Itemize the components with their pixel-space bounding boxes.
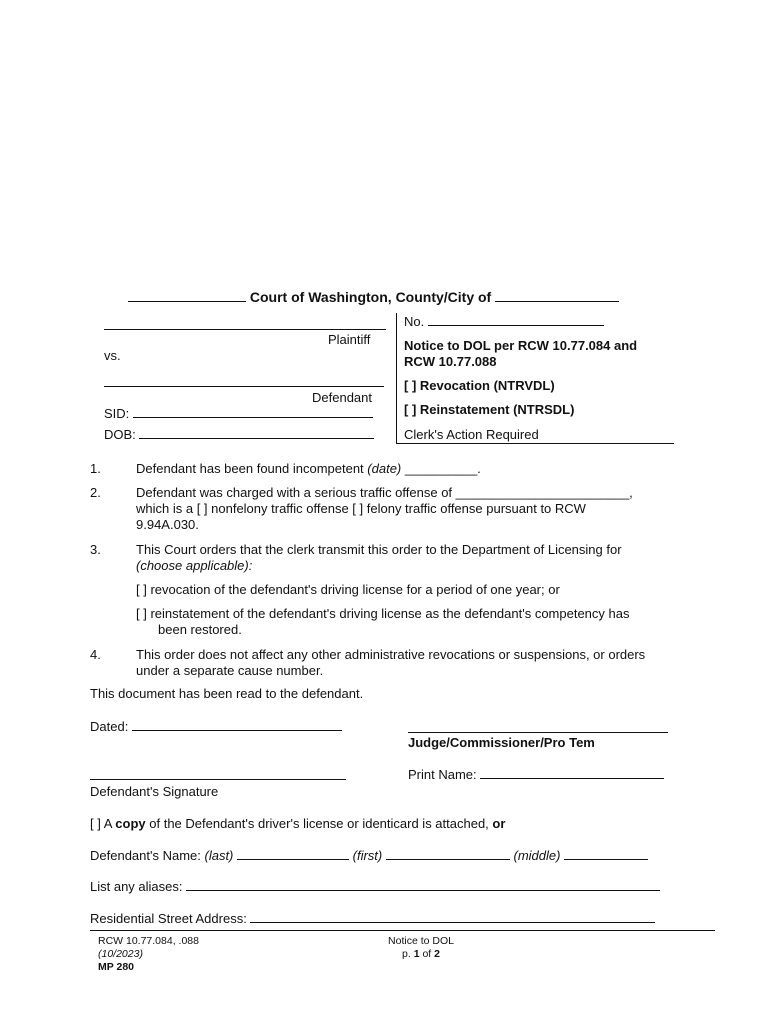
- print-name-label: Print Name:: [408, 767, 477, 782]
- aliases-label: List any aliases:: [90, 879, 183, 894]
- defendant-name-label: Defendant's Name:: [90, 848, 205, 863]
- sid-label: SID:: [104, 406, 130, 421]
- defendant-line: [104, 386, 384, 387]
- dated-label: Dated:: [90, 719, 129, 734]
- address-blank[interactable]: [250, 921, 655, 923]
- dob-label: DOB:: [104, 427, 136, 442]
- revocation-option[interactable]: [ ] Revocation (NTRVDL): [404, 378, 555, 393]
- plaintiff-line: [104, 329, 386, 330]
- print-name-blank[interactable]: [480, 777, 664, 779]
- footer-rule: [90, 930, 715, 931]
- aliases-field: [90, 879, 660, 894]
- name-first-label: (first): [352, 848, 383, 863]
- copy-attached-option[interactable]: [ ] A copy of the Defendant's driver's license or identicard is attached, or: [90, 816, 506, 831]
- court-blank-right: [495, 300, 619, 302]
- case-number-field: [404, 314, 604, 329]
- defendant-signature-line[interactable]: [90, 779, 346, 780]
- item-1-number: 1.: [90, 461, 101, 476]
- name-middle-blank[interactable]: [564, 858, 648, 860]
- aliases-blank[interactable]: [186, 889, 660, 891]
- dated-blank[interactable]: [132, 729, 342, 731]
- judge-label: Judge/Commissioner/Pro Tem: [408, 735, 595, 750]
- dob-field: [104, 427, 374, 442]
- item-3-text: This Court orders that the clerk transmit this order to the Department of Licensing for (choose applicable):: [136, 542, 622, 573]
- sid-blank[interactable]: [133, 416, 373, 418]
- footer-title: Notice to DOL: [388, 935, 454, 947]
- name-first-blank[interactable]: [386, 858, 510, 860]
- print-name-field: [408, 767, 664, 782]
- court-title-line: [128, 289, 619, 305]
- item-4-text: This order does not affect any other administrative revocations or suspensions, or orders under a separate cause number.: [136, 647, 646, 678]
- read-statement: This document has been read to the defendant.: [90, 686, 364, 701]
- caption-bottom-line: [396, 443, 674, 444]
- name-last-blank[interactable]: [237, 858, 349, 860]
- name-last-label: (last): [204, 848, 234, 863]
- vs-label: vs.: [104, 348, 121, 363]
- footer-form-number: MP 280: [98, 961, 134, 973]
- defendant-name-field: [90, 848, 648, 863]
- court-blank-left: [128, 300, 246, 302]
- address-field: [90, 911, 655, 926]
- footer-date: (10/2023): [98, 948, 143, 960]
- clerk-action-label: Clerk's Action Required: [404, 427, 539, 442]
- court-title: Court of Washington, County/City of: [249, 289, 492, 305]
- item-2-text: Defendant was charged with a serious traffic offense of ________________________, which is a [ ] nonfelony traffic offense [ ] felony traffic offense pursuant to RCW 9.94A.030.: [136, 485, 633, 532]
- footer-page: p. 1 of 2: [402, 948, 440, 960]
- document-title: Notice to DOL per RCW 10.77.084 and RCW 10.77.088: [404, 338, 638, 369]
- case-number-blank[interactable]: [428, 324, 604, 326]
- dated-field: [90, 719, 342, 734]
- item-3-number: 3.: [90, 542, 101, 557]
- sid-field: [104, 406, 373, 421]
- footer-left: [98, 935, 199, 974]
- plaintiff-label: Plaintiff: [328, 332, 371, 347]
- footer-center: [376, 935, 466, 961]
- name-middle-label: (middle): [513, 848, 561, 863]
- item-3-option-revocation[interactable]: [ ] revocation of the defendant's driving license for a period of one year; or: [136, 582, 560, 597]
- defendant-label: Defendant: [312, 390, 372, 405]
- judge-signature-line[interactable]: [408, 732, 668, 733]
- defendant-signature-label: Defendant's Signature: [90, 784, 219, 799]
- item-4-number: 4.: [90, 647, 101, 662]
- dob-blank[interactable]: [139, 437, 374, 439]
- item-1-text: Defendant has been found incompetent (date) __________.: [136, 461, 481, 476]
- caption-divider: [396, 313, 397, 443]
- footer-rcw: RCW 10.77.084, .088: [98, 935, 199, 947]
- address-label: Residential Street Address:: [90, 911, 247, 926]
- item-2-number: 2.: [90, 485, 101, 500]
- case-number-label: No.: [404, 314, 425, 329]
- reinstatement-option[interactable]: [ ] Reinstatement (NTRSDL): [404, 402, 575, 417]
- item-3-option-reinstatement[interactable]: [ ] reinstatement of the defendant's driving license as the defendant's competency has been restored.: [136, 606, 630, 637]
